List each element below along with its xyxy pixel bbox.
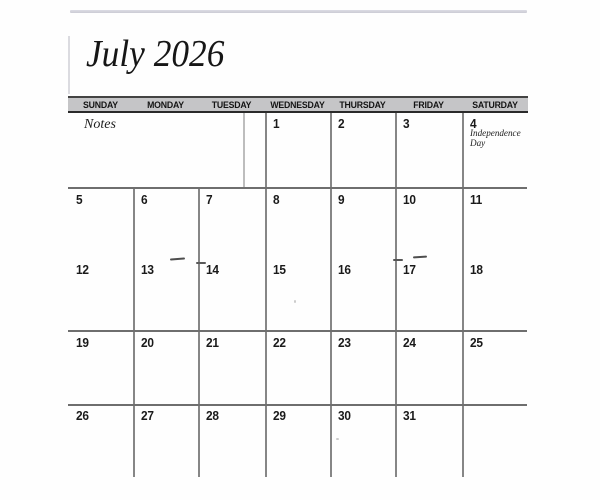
notes-label: Notes: [84, 117, 116, 132]
day-number-21: 21: [206, 336, 219, 350]
weekday-label-wednesday: WEDNESDAY: [270, 99, 325, 110]
day-number-8: 8: [273, 193, 280, 207]
day-number-7: 7: [206, 193, 213, 207]
weekday-label-sunday: SUNDAY: [83, 99, 118, 110]
day-number-22: 22: [273, 336, 286, 350]
day-number-26: 26: [76, 409, 89, 423]
day-number-6: 6: [141, 193, 148, 207]
grid-vertical-line: [198, 187, 200, 477]
day-number-31: 31: [403, 409, 416, 423]
holiday-label: Independence Day: [470, 129, 521, 150]
day-number-30: 30: [338, 409, 351, 423]
day-number-12: 12: [76, 263, 89, 277]
day-number-11: 11: [470, 193, 482, 207]
grid-horizontal-line: [68, 187, 527, 189]
day-number-16: 16: [338, 263, 351, 277]
day-number-9: 9: [338, 193, 345, 207]
day-number-29: 29: [273, 409, 286, 423]
pen-mark: [393, 259, 403, 261]
day-number-5: 5: [76, 193, 83, 207]
grid-vertical-line: [265, 113, 267, 477]
grid-horizontal-line: [68, 404, 527, 406]
pen-mark: [196, 262, 206, 264]
weekday-label-monday: MONDAY: [147, 99, 184, 110]
weekday-label-thursday: THURSDAY: [339, 99, 386, 110]
day-number-28: 28: [206, 409, 219, 423]
day-number-3: 3: [403, 117, 410, 131]
day-number-2: 2: [338, 117, 345, 131]
day-number-23: 23: [338, 336, 351, 350]
day-number-15: 15: [273, 263, 286, 277]
day-number-19: 19: [76, 336, 89, 350]
grid-vertical-line: [462, 113, 464, 477]
day-number-17: 17: [403, 263, 416, 277]
scan-speck: [294, 300, 296, 303]
scan-speck: [336, 438, 339, 440]
day-number-25: 25: [470, 336, 483, 350]
day-number-10: 10: [403, 193, 416, 207]
grid-vertical-line: [243, 113, 245, 187]
weekday-label-friday: FRIDAY: [413, 99, 444, 110]
calendar-month-title: July 2026: [86, 33, 225, 75]
grid-horizontal-line: [68, 330, 527, 332]
grid-vertical-line: [133, 187, 135, 477]
day-number-4: 4: [470, 117, 477, 131]
day-number-13: 13: [141, 263, 154, 277]
grid-vertical-line: [395, 113, 397, 477]
day-number-1: 1: [273, 117, 280, 131]
day-number-27: 27: [141, 409, 154, 423]
day-number-14: 14: [206, 263, 219, 277]
day-number-20: 20: [141, 336, 154, 350]
grid-vertical-line: [330, 113, 332, 477]
weekday-label-saturday: SATURDAY: [472, 99, 518, 110]
weekday-label-tuesday: TUESDAY: [211, 99, 252, 110]
day-number-18: 18: [470, 263, 483, 277]
day-number-24: 24: [403, 336, 416, 350]
